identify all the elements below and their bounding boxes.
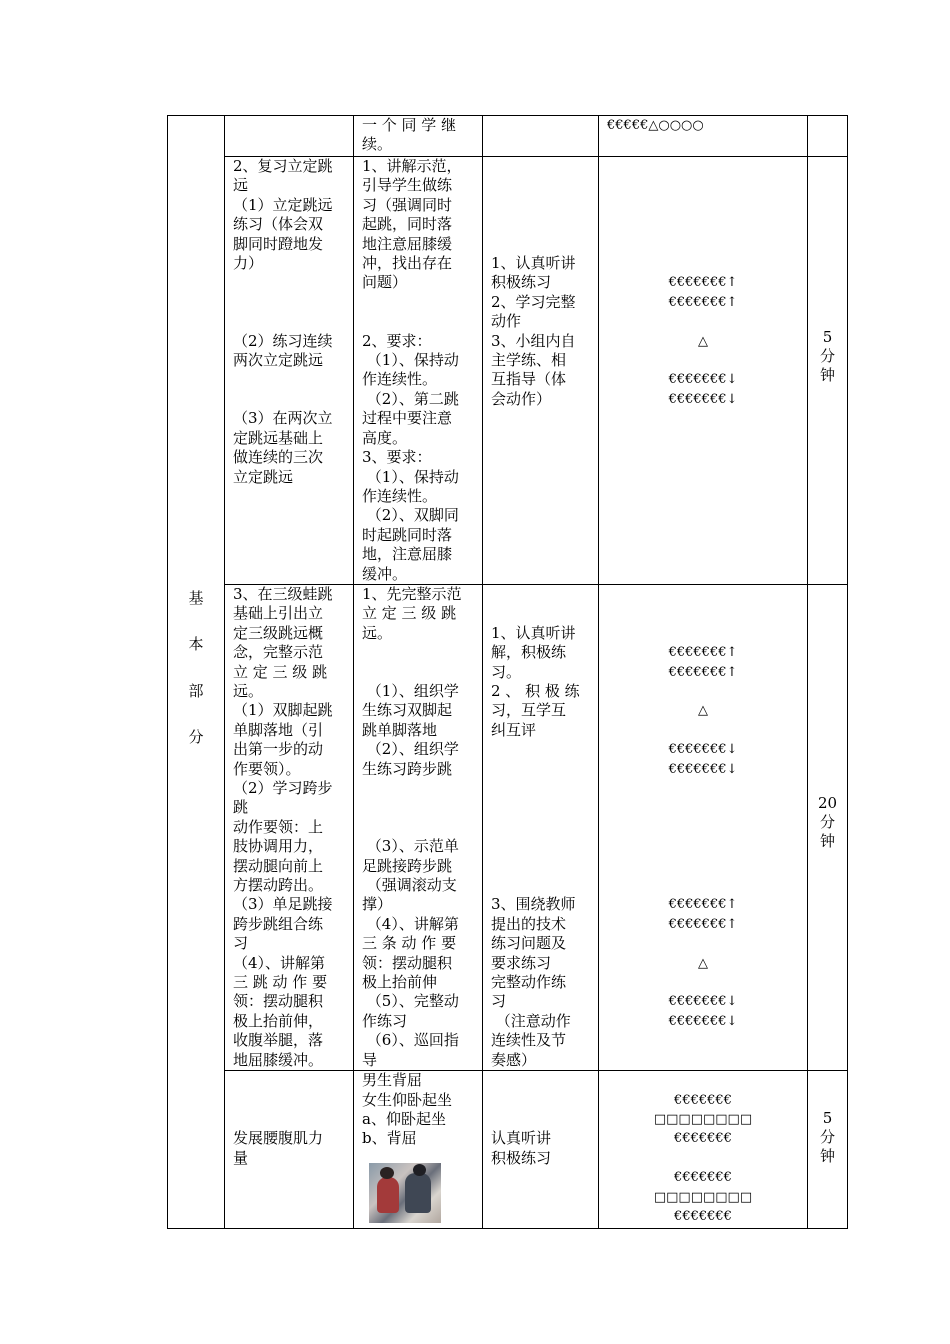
student-text: 1、认真听讲 积极练习 2、学习完整 动作 3、小组内自 主学练、相 互指导（体 会动作） — [491, 254, 576, 408]
time-cell — [808, 584, 848, 1070]
formation-text: €€€€€€€ □□□□□□□□ €€€€€€€ €€€€€€€ □□□□□□□□ €€€€€€€ — [653, 1092, 753, 1224]
table-row — [168, 157, 848, 585]
formation-text: €€€€€€€↑ €€€€€€€↑ △ €€€€€€€↓ €€€€€€€↓ — [668, 275, 738, 407]
content-text: 3、在三级蛙跳 基础上引出立 定三级跳远概 念，完整示范 立 定 三 级 跳 远。 （1）双脚起跳 单脚落地（引 出第一步的动 作要领）。 （2）学习跨步 跳 动作要领：上 肢协调用力， 摆动腿向前上 方摆动跨出。 （3）单足跳接 跨步跳组合练 习 （4）、讲解第 三 跳 动 作 要 领：摆动腿积 极上抬前伸， 收腹举腿，落 地屈膝缓冲。 — [233, 584, 333, 1069]
formation-cell — [599, 157, 808, 585]
content-cell — [225, 584, 354, 1070]
sit-up-photo — [369, 1163, 441, 1223]
teacher-text: 男生背屈 女生仰卧起坐 a、仰卧起坐 b、背屈 — [362, 1071, 453, 1148]
time-cell — [808, 116, 848, 157]
time-text: 20 分 钟 — [817, 793, 838, 850]
teacher-cell — [354, 1071, 483, 1229]
teacher-text: 一 个 同 学 继 续。 — [362, 116, 457, 154]
teacher-text: 1、讲解示范， 引导学生做练 习（强调同时 起跳，同时落 地注意屈膝缓 冲，找出存在 问题） 2、要求： （1）、保持动 作连续性。 （2）、第二跳 过程中要注意 高度。 3、要求： （1）、保持动 作连续性。 （2）、双脚同 时起跳同时落 地，注意屈膝 缓冲。 — [362, 157, 462, 583]
student-text: 1、认真听讲 解，积极练 习。 2 、 积 极 练 习，互学互 纠互评 3、围绕教师 提出的技术 练习问题及 要求练习 完整动作练 习 （注意动作 连续性及节 奏感） — [491, 623, 580, 1069]
formation-cell — [599, 116, 808, 157]
table-row — [168, 584, 848, 1070]
teacher-cell — [354, 584, 483, 1070]
content-cell — [225, 116, 354, 157]
formation-cell — [599, 1071, 808, 1229]
teacher-cell — [354, 116, 483, 157]
student-text: 认真听讲 积极练习 — [491, 1129, 552, 1167]
formation-text: €€€€€€€↑ €€€€€€€↑ △ €€€€€€€↓ €€€€€€€↓ €€€€€€€↑ €€€€€€€↑ △ €€€€€€€↓ €€€€€€€↓ — [668, 645, 738, 1029]
time-cell — [808, 157, 848, 585]
student-cell — [483, 1071, 599, 1229]
section-char: 基 — [188, 589, 204, 607]
time-text: 5 分 钟 — [819, 1109, 835, 1166]
content-cell — [225, 157, 354, 585]
content-text: 发展腰腹肌力 量 — [233, 1129, 324, 1167]
content-text: 2、复习立定跳 远 （1）立定跳远 练习（体会双 脚同时蹬地发 力） （2）练习连续 两次立定跳远 （3）在两次立 定跳远基础上 做连续的三次 立定跳远 — [233, 157, 333, 486]
teacher-cell — [354, 157, 483, 585]
formation-text: €€€€€△○○○○ — [607, 118, 704, 133]
student-head — [413, 1164, 426, 1176]
section-label-cell — [168, 116, 225, 1229]
teacher-text: 1、先完整示范 立 定 三 级 跳 远。 （1）、组织学 生练习双脚起 跳单脚落地 （2）、组织学 生练习跨步跳 （3）、示范单 足跳接跨步跳 （强调滚动支 撑） （4）、讲解第 三 条 动 作 要 领：摆动腿积 极上抬前伸 （5）、完整动 作练习 （6）、巡回指 导 — [362, 584, 462, 1069]
content-cell — [225, 1071, 354, 1229]
lesson-plan-table — [167, 115, 848, 1229]
student-figure — [405, 1173, 431, 1213]
time-text: 5 分 钟 — [819, 328, 835, 384]
table-row — [168, 116, 848, 157]
student-figure — [377, 1177, 399, 1213]
formation-cell — [599, 584, 808, 1070]
student-head — [380, 1167, 394, 1179]
time-cell — [808, 1071, 848, 1229]
section-char: 部 — [188, 681, 204, 700]
student-cell — [483, 584, 599, 1070]
section-char: 本 — [188, 635, 204, 654]
student-cell — [483, 116, 599, 157]
table-row — [168, 1071, 848, 1229]
student-cell — [483, 157, 599, 585]
section-char: 分 — [188, 727, 204, 746]
